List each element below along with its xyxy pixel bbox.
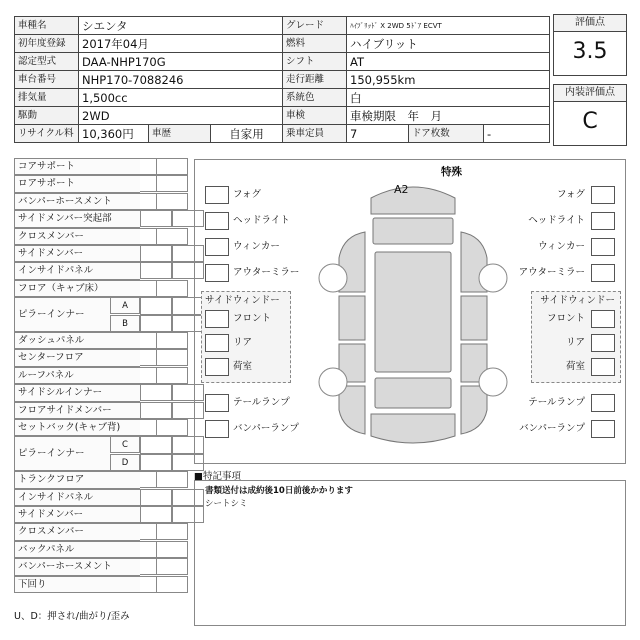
left-mirror-label: アウターミラー [233,267,300,278]
checklist-cell[interactable] [140,506,172,523]
recycle-value: 10,360円 [79,125,149,143]
left-winker-label: ウィンカー [233,241,280,252]
checklist-cell[interactable] [140,436,172,453]
interior-score-value: C [582,109,598,134]
left-front-door[interactable] [339,296,365,340]
checklist-row [14,332,189,349]
right-side-rear-checkbox[interactable] [591,334,615,352]
checklist-row [14,541,189,558]
type-value: DAA-NHP170G [79,53,283,71]
checklist-spacer [140,419,156,436]
left-side-rear-label: リア [233,337,253,348]
checklist-spacer [140,367,156,384]
checklist-row [14,228,189,245]
checklist-spacer [140,349,156,366]
car-diagram-panel [194,159,626,464]
mileage-label: 走行距離 [283,71,347,89]
checklist-cell[interactable] [140,262,172,279]
right-winker-checkbox[interactable] [591,238,615,256]
checklist-label: センターフロア [14,349,140,366]
checklist-row [14,523,189,540]
checklist-row [14,489,189,506]
mileage-value: 150,955km [347,71,550,89]
notes-box [194,480,626,626]
checklist-label: サイドメンバー [14,245,140,262]
rear-glass[interactable] [375,378,451,408]
checklist-row [14,193,189,210]
inspection-value: 車検期限 年 月 [347,107,550,125]
left-side-window-label: サイドウィンドー [205,295,280,306]
first-reg-label: 初年度登録 [15,35,79,53]
first-reg-value: 2017年04月 [79,35,283,53]
left-cargo-checkbox[interactable] [205,358,229,376]
checklist-label: ピラーインナー [14,436,110,471]
checklist-cell[interactable] [156,419,188,436]
grade-label: グレード [283,17,347,35]
right-headlight-label: ヘッドライト [528,215,585,226]
checklist-label: サイドメンバー [14,506,140,523]
checklist-label: ロアサポート [14,175,140,192]
right-side-front-checkbox[interactable] [591,310,615,328]
checklist-row [14,506,189,523]
checklist-row [14,402,189,419]
checklist-label: サイドメンバー突起部 [14,210,140,227]
checklist-legend: U、D：押され/曲がり/歪み [14,611,130,622]
left-front-wheel[interactable] [319,264,347,292]
checklist-row [14,576,189,593]
checklist-cell[interactable] [156,576,188,593]
right-side-rear-label: リア [565,337,585,348]
checklist-label: バックパネル [14,541,140,558]
checklist-row [14,297,189,332]
checklist-row [14,245,189,262]
checklist-cell[interactable] [140,297,172,314]
right-mirror-label: アウターミラー [518,267,585,278]
checklist-spacer [140,332,156,349]
right-bumper-lamp-checkbox[interactable] [591,420,615,438]
damage-mark-a2: A2 [394,183,409,196]
checklist-row [14,262,189,279]
fuel-value: ハイブリット [347,35,550,53]
left-headlight-checkbox[interactable] [205,212,229,230]
checklist-label: ピラーインナー [14,297,110,332]
checklist-cell[interactable] [156,523,188,540]
right-headlight-checkbox[interactable] [591,212,615,230]
left-side-front-label: フロント [233,313,272,324]
right-rear-wheel[interactable] [479,368,507,396]
car-outline [313,174,513,456]
left-bumper-lamp-label: バンパーランプ [233,423,299,434]
checklist-row [14,349,189,366]
checklist-label: ダッシュパネル [14,332,140,349]
grade-value: ﾊｲﾌﾞﾘｯﾄﾞ X 2WD 5ﾄﾞｱ ECVT [347,17,550,35]
checklist-row [14,419,189,436]
doors-value: - [484,125,550,143]
checklist-cell[interactable] [140,245,172,262]
checklist-cell[interactable] [156,228,188,245]
vehicle-info-table [14,16,550,143]
right-tail-checkbox[interactable] [591,394,615,412]
right-side-front-label: フロント [546,313,585,324]
checklist-label: インサイドパネル [14,262,140,279]
left-mirror-checkbox[interactable] [205,264,229,282]
pillar-sub-label: B [110,315,140,332]
right-bumper-lamp-label: バンパーランプ [519,423,585,434]
checklist-label: バンパーホースメント [14,193,140,210]
left-bumper-lamp-checkbox[interactable] [205,420,229,438]
model-label: 車種名 [15,17,79,35]
checklist-row [14,367,189,384]
checklist-label: ルーフパネル [14,367,140,384]
inspection-label: 車検 [283,107,347,125]
recycle-label: リサイクル料 [15,125,79,143]
front-glass[interactable] [373,218,453,244]
checklist-cell[interactable] [140,210,172,227]
left-cargo-label: 荷室 [233,361,253,372]
displacement-label: 排気量 [15,89,79,107]
right-mirror-checkbox[interactable] [591,264,615,282]
checklist-spacer [140,523,156,540]
score-value: 3.5 [572,39,608,64]
checklist-label: バンパーホースメント [14,558,140,575]
checklist-row [14,384,189,401]
checklist-label: インサイドパネル [14,489,140,506]
checklist-cell[interactable] [156,367,188,384]
checklist-spacer [140,558,156,575]
checklist-label: サイドシルインナー [14,384,140,401]
interior-score-label: 内装評価点 [554,85,626,102]
left-tail-label: テールランプ [233,397,290,408]
checklist-row [14,558,189,575]
left-fog-checkbox[interactable] [205,186,229,204]
left-rear-wheel[interactable] [319,368,347,396]
checklist-spacer [140,175,156,192]
pillar-sub-label: A [110,297,140,314]
checklist-label: クロスメンバー [14,228,140,245]
left-winker-checkbox[interactable] [205,238,229,256]
color-value: 白 [347,89,550,107]
checklist-cell[interactable] [156,471,188,488]
right-fog-label: フォグ [556,189,585,200]
score-label: 評価点 [554,15,626,32]
drive-value: 2WD [79,107,283,125]
history-value: 自家用 [211,125,283,143]
checklist-label: セットバック(キャブ背) [14,419,140,436]
left-rear-fender[interactable] [339,386,365,434]
left-tail-checkbox[interactable] [205,394,229,412]
checklist-row [14,175,189,192]
checklist-label: トランクフロア [14,471,140,488]
checklist-row [14,280,189,297]
chassis-value: NHP170-7088246 [79,71,283,89]
left-side-front-checkbox[interactable] [205,310,229,328]
checklist-cell[interactable] [140,384,172,401]
checklist-spacer [140,471,156,488]
notes-line-2: シートシミ [205,499,248,509]
checklist-row [14,158,189,175]
interior-score-box [553,84,627,146]
right-cargo-label: 荷室 [565,361,585,372]
pillar-sub-label: C [110,436,140,453]
checklist-spacer [140,576,156,593]
pillar-sub-label: D [110,454,140,471]
right-front-wheel[interactable] [479,264,507,292]
checklist-cell[interactable] [140,489,172,506]
checklist-cell[interactable] [156,558,188,575]
shift-value: AT [347,53,550,71]
checklist-cell[interactable] [156,541,188,558]
checklist-cell[interactable] [156,175,188,192]
checklist-spacer [140,541,156,558]
checklist-row [14,436,189,471]
checklist-cell[interactable] [140,402,172,419]
checklist-label: 下回り [14,576,140,593]
checklist-row [14,471,189,488]
checklist-label: フロア（キャブ床） [14,280,140,297]
notes-title: ■特記事項 [194,471,241,482]
checklist-spacer [140,158,156,175]
capacity-value: 7 [347,125,409,143]
notes-line-1: 書類送付は成約後10日前後かかります [205,486,353,496]
checklist-spacer [140,228,156,245]
checklist-cell[interactable] [156,349,188,366]
checklist-row [14,210,189,227]
checklist-cell[interactable] [156,280,188,297]
checklist-cell[interactable] [156,332,188,349]
left-fog-label: フォグ [233,189,262,200]
score-box [553,14,627,76]
rear-panel[interactable] [371,414,455,443]
shift-label: シフト [283,53,347,71]
right-side-window-label: サイドウィンドー [540,295,615,306]
history-label: 車歴 [149,125,211,143]
right-tail-label: テールランプ [528,397,585,408]
right-rear-fender[interactable] [461,386,487,434]
hood-panel[interactable] [371,187,455,214]
checklist-label: フロアサイドメンバー [14,402,140,419]
drive-label: 駆動 [15,107,79,125]
checklist-cell[interactable] [140,315,172,332]
right-cargo-checkbox[interactable] [591,358,615,376]
fuel-label: 燃料 [283,35,347,53]
color-label: 系統色 [283,89,347,107]
checklist-cell[interactable] [140,454,172,471]
right-winker-label: ウィンカー [538,241,585,252]
displacement-value: 1,500cc [79,89,283,107]
checklist-spacer [140,280,156,297]
doors-label: ドア枚数 [409,125,484,143]
left-headlight-label: ヘッドライト [233,215,290,226]
checklist-cell[interactable] [156,158,188,175]
roof-panel[interactable] [375,252,451,372]
capacity-label: 乗車定員 [283,125,347,143]
checklist-label: コアサポート [14,158,140,175]
right-fog-checkbox[interactable] [591,186,615,204]
right-front-door[interactable] [461,296,487,340]
checklist-cell[interactable] [156,193,188,210]
checklist-label: クロスメンバー [14,523,140,540]
model-value: シエンタ [79,17,283,35]
checklist-spacer [140,193,156,210]
type-label: 認定型式 [15,53,79,71]
chassis-label: 車台番号 [15,71,79,89]
special-label: 特殊 [441,166,462,178]
left-side-rear-checkbox[interactable] [205,334,229,352]
